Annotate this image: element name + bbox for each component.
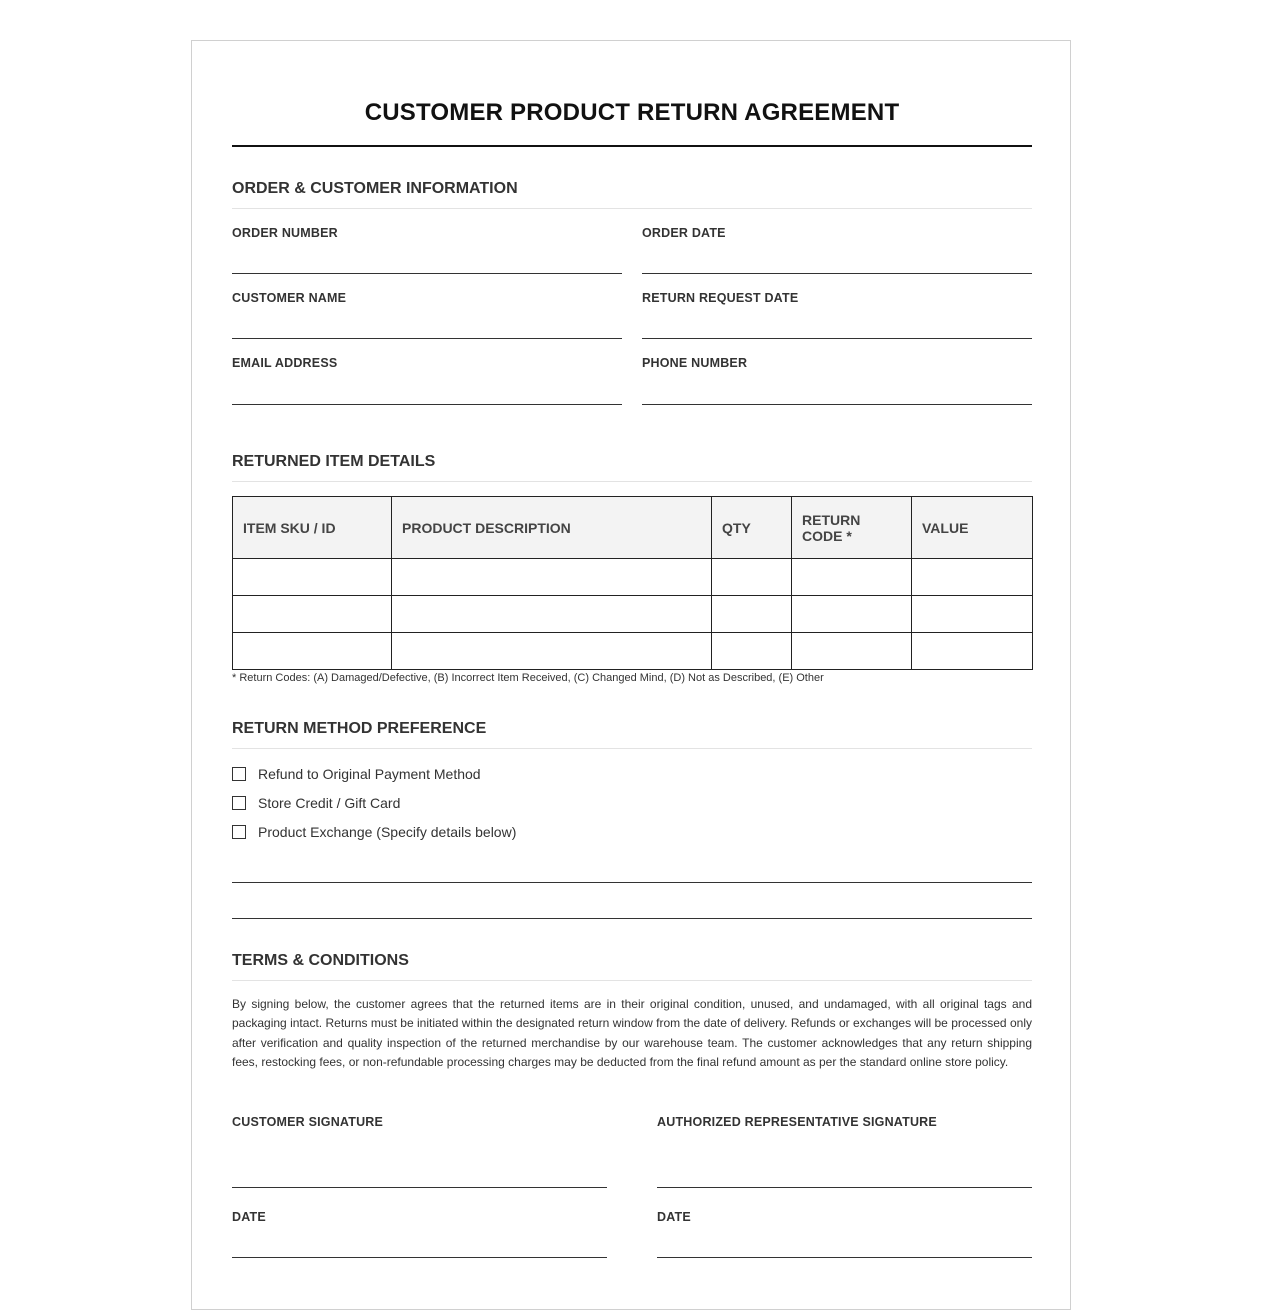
customer-signature-label: CUSTOMER SIGNATURE (232, 1115, 384, 1129)
return-codes-footnote: * Return Codes: (A) Damaged/Defective, (B) Incorrect Item Received, (C) Changed Mind, (D) Not as Described, (E) Other (232, 672, 824, 684)
exchange-details-line-2[interactable] (232, 918, 1032, 919)
refund-checkbox[interactable] (232, 767, 246, 781)
table-cell[interactable] (392, 559, 712, 596)
table-cell[interactable] (792, 596, 912, 633)
column-header-return-code: RETURN CODE * (792, 497, 912, 559)
rep-date-label: DATE (657, 1210, 691, 1224)
phone-number-line[interactable] (642, 404, 1032, 405)
exchange-checkbox[interactable] (232, 825, 246, 839)
option-label: Store Credit / Gift Card (258, 795, 401, 811)
order-number-line[interactable] (232, 273, 622, 274)
rep-signature-field[interactable] (657, 1115, 1032, 1129)
option-store-credit[interactable] (232, 795, 400, 811)
table-header-row (233, 497, 1033, 559)
option-label: Refund to Original Payment Method (258, 766, 481, 782)
table-cell[interactable] (712, 633, 792, 670)
table-cell[interactable] (233, 633, 392, 670)
section-title-order: ORDER & CUSTOMER INFORMATION (232, 180, 1032, 209)
document-page (191, 40, 1071, 1310)
phone-number-field[interactable] (642, 356, 1032, 370)
table-cell[interactable] (792, 559, 912, 596)
option-label: Product Exchange (Specify details below) (258, 824, 517, 840)
option-exchange[interactable] (232, 824, 516, 840)
rep-date-line[interactable] (657, 1257, 1032, 1258)
return-request-date-field[interactable] (642, 291, 1032, 305)
customer-date-label: DATE (232, 1210, 266, 1224)
order-date-line[interactable] (642, 273, 1032, 274)
customer-date-field[interactable] (232, 1210, 607, 1224)
rep-signature-label: AUTHORIZED REPRESENTATIVE SIGNATURE (657, 1115, 937, 1129)
order-number-field[interactable] (232, 226, 622, 240)
exchange-details-line-1[interactable] (232, 882, 1032, 883)
return-request-date-line[interactable] (642, 338, 1032, 339)
table-row (233, 559, 1033, 596)
table-cell[interactable] (912, 633, 1033, 670)
column-header-description: PRODUCT DESCRIPTION (392, 497, 712, 559)
column-header-value: VALUE (912, 497, 1033, 559)
table-row (233, 633, 1033, 670)
phone-number-label: PHONE NUMBER (642, 356, 748, 370)
table-cell[interactable] (912, 559, 1033, 596)
returned-items-table (232, 496, 1033, 670)
table-cell[interactable] (392, 596, 712, 633)
return-request-date-label: RETURN REQUEST DATE (642, 291, 799, 305)
order-date-field[interactable] (642, 226, 1032, 240)
table-cell[interactable] (712, 596, 792, 633)
customer-date-line[interactable] (232, 1257, 607, 1258)
table-cell[interactable] (233, 559, 392, 596)
option-refund[interactable] (232, 766, 481, 782)
column-header-qty: QTY (712, 497, 792, 559)
document-title: CUSTOMER PRODUCT RETURN AGREEMENT (364, 99, 900, 126)
column-header-sku: ITEM SKU / ID (233, 497, 392, 559)
table-cell[interactable] (392, 633, 712, 670)
table-cell[interactable] (712, 559, 792, 596)
email-address-label: EMAIL ADDRESS (232, 356, 338, 370)
table-cell[interactable] (233, 596, 392, 633)
rep-signature-line[interactable] (657, 1187, 1032, 1188)
customer-signature-line[interactable] (232, 1187, 607, 1188)
title-divider (232, 145, 1032, 147)
customer-name-label: CUSTOMER NAME (232, 291, 347, 305)
email-address-line[interactable] (232, 404, 622, 405)
customer-signature-field[interactable] (232, 1115, 607, 1129)
order-number-label: ORDER NUMBER (232, 226, 338, 240)
section-title-terms: TERMS & CONDITIONS (232, 952, 1032, 981)
table-row (233, 596, 1033, 633)
section-title-items: RETURNED ITEM DETAILS (232, 453, 1032, 482)
rep-date-field[interactable] (657, 1210, 1032, 1224)
order-date-label: ORDER DATE (642, 226, 726, 240)
table-cell[interactable] (792, 633, 912, 670)
email-address-field[interactable] (232, 356, 622, 370)
terms-text: By signing below, the customer agrees that the returned items are in their original condition, unused, and undamaged, with all original tags and packaging intact. Returns must be initiated within the designated return window from the date of delivery. Refunds or exchanges will be processed only after verification and quality inspection of the returned merchandise by our warehouse team. The customer acknowledges that any return shipping fees, restocking fees, or non-refundable processing charges may be deducted from the final refund amount as per the standard online store policy. (232, 997, 1032, 1069)
customer-name-line[interactable] (232, 338, 622, 339)
customer-name-field[interactable] (232, 291, 622, 305)
store-credit-checkbox[interactable] (232, 796, 246, 810)
section-title-method: RETURN METHOD PREFERENCE (232, 720, 1032, 749)
table-cell[interactable] (912, 596, 1033, 633)
